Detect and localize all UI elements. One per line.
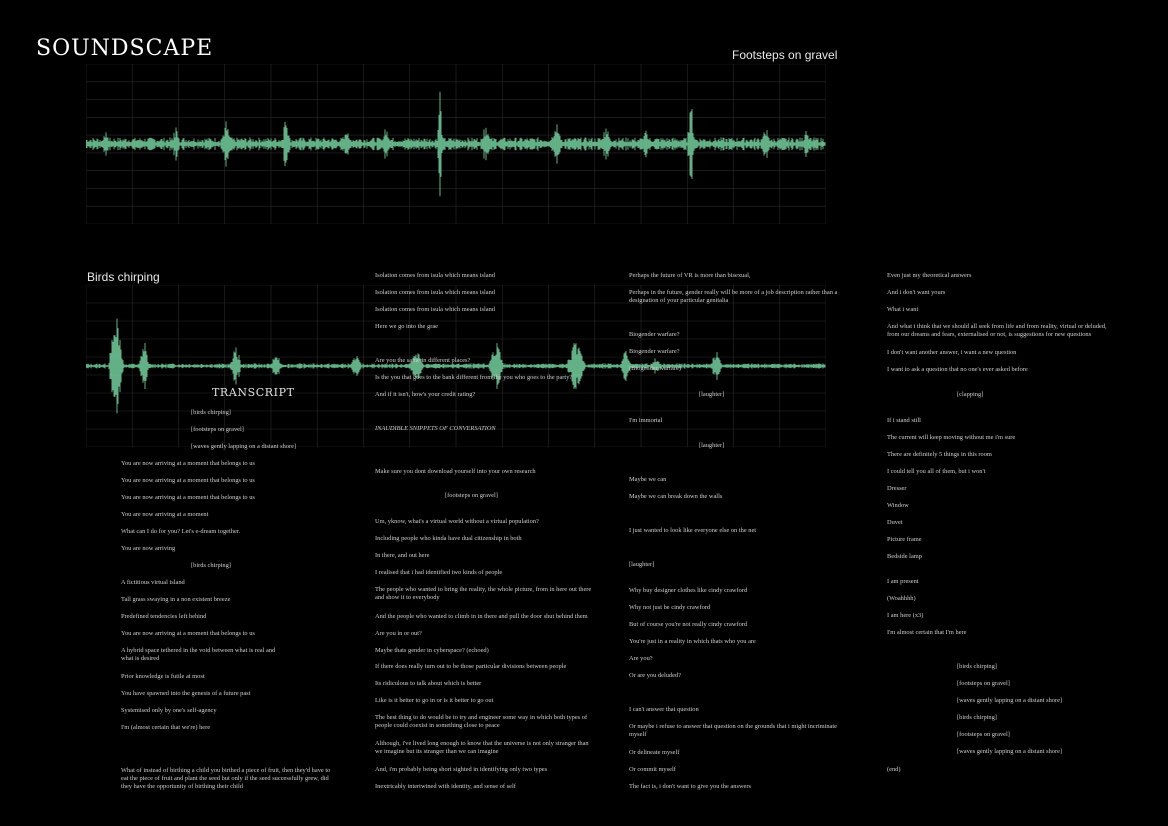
transcript-line: And if it isn't, how's your credit rating? — [375, 391, 476, 398]
transcript-line: Or maybe i refuse to answer that question on the grounds that i might incriminate myself — [629, 723, 838, 738]
transcript-line: [waves gently lapping on a distant shore] — [957, 748, 1063, 755]
transcript-line: There are definitely 5 things in this room — [887, 451, 992, 458]
waveform-label-footsteps: Footsteps on gravel — [732, 48, 838, 62]
transcript-line: What i want — [887, 306, 919, 313]
transcript-line: Are you in or out? — [375, 630, 422, 637]
transcript-line: And, i'm probably being short sighted in identifying only two types — [375, 766, 548, 773]
transcript-line: Although, i've lived long enough to know that the universe is not only stranger than we imagine but its stranger than we can imagine — [375, 740, 589, 755]
transcript-line: And the people who wanted to climb in in there and pull the door shut behind them — [375, 613, 588, 620]
transcript-line: Maybe we can break down the walls — [629, 493, 723, 500]
transcript-line: [footsteps on gravel] — [445, 492, 498, 499]
transcript-line: Perhaps the future of VR is more than bisexual, — [629, 272, 751, 279]
transcript-line: Tall grass swaying in a non existent breeze — [121, 596, 231, 603]
transcript-line: I am present — [887, 578, 919, 585]
transcript-line: And i don't want yours — [887, 289, 946, 296]
transcript-heading: TRANSCRIPT — [212, 386, 295, 399]
transcript-line: I am here (x3) — [887, 612, 924, 619]
transcript-line: Are you the same in different places? — [375, 357, 471, 364]
transcript-line: Why buy designer clothes like cindy crawford — [629, 587, 748, 594]
transcript-line: Systemised only by one's self-agency — [121, 707, 217, 714]
transcript-line: If there does really turn out to be those particular divisions between people — [375, 663, 567, 670]
transcript-line: Bedside lamp — [887, 553, 922, 560]
transcript-line: Isolation comes from isula which means island — [375, 272, 495, 279]
transcript-line: [waves gently lapping on a distant shore] — [191, 443, 297, 450]
transcript-line: (end) — [887, 766, 901, 773]
transcript-line: Or delineate myself — [629, 749, 680, 756]
transcript-line: [birds chirping] — [957, 714, 997, 721]
transcript-line: Inextricably intertwined with identity, and sense of self — [375, 783, 516, 790]
transcript-line: The people who wanted to bring the reality, the whole picture, from in here out there and show it to everybody — [375, 586, 592, 601]
transcript-line: You are now arriving — [121, 545, 176, 552]
transcript-line: Maybe thats gender in cyberspace? (echoed) — [375, 647, 489, 654]
transcript-line: Isolation comes from isula which means island — [375, 289, 495, 296]
transcript-line: Perhaps in the future, gender really will be more of a job description rather than a designation of your particular genitalia — [629, 289, 838, 304]
transcript-line: Predefined tendencies left behind — [121, 613, 207, 620]
transcript-line: Biogender warfare? — [629, 348, 680, 355]
transcript-line: Um, yknow, what's a virtual world without a virtual population? — [375, 518, 539, 525]
transcript-line: But of course you're not really cindy crawford — [629, 621, 748, 628]
transcript-line: You're just in a reality in which thats who you are — [629, 638, 756, 645]
transcript-line: Here we go into the grae — [375, 323, 438, 330]
transcript-column-4 — [887, 0, 1147, 826]
transcript-line: The current will keep moving without me i'm sure — [887, 434, 1016, 441]
transcript-line: The fact is, i don't want to give you the answers — [629, 783, 752, 790]
transcript-column-3 — [629, 0, 869, 826]
transcript-column-1 — [121, 0, 361, 826]
transcript-line: You are now arriving at a moment that belongs to us — [121, 460, 255, 467]
transcript-line: What of instead of birthing a child you birthed a piece of fruit, then they'd have to eat the piece of fruit and plant the seed but only if the seed successfully grew, did they have the opportunity of birthing their child — [121, 767, 331, 790]
transcript-line: I don't want another answer, i want a new question — [887, 349, 1017, 356]
transcript-line: A hybrid space tethered in the void between what is real and what is desired — [121, 647, 276, 662]
transcript-line: And what i think that we should all seek from life and from reality, virtual or deluded, from our dreams and fears, externalised or not, is suggestions for new questions — [887, 323, 1107, 338]
transcript-line: A fictitious virtual island — [121, 579, 185, 586]
transcript-line: Picture frame — [887, 536, 922, 543]
transcript-line: I'm immortal — [629, 417, 663, 424]
transcript-line: [footsteps on gravel] — [957, 731, 1010, 738]
transcript-line: (Biogender warfare) — [629, 365, 681, 372]
transcript-line: [laughter] — [629, 561, 655, 568]
transcript-line: [birds chirping] — [191, 409, 231, 416]
transcript-line: You are now arriving at a moment — [121, 511, 209, 518]
transcript-line: [laughter] — [699, 391, 725, 398]
transcript-line: I want to ask a question that no one's ever asked before — [887, 366, 1028, 373]
transcript-line: I could tell you all of them, but i won't — [887, 468, 986, 475]
transcript-line: You are now arriving at a moment that belongs to us — [121, 477, 255, 484]
transcript-line: [laughter] — [699, 442, 725, 449]
transcript-line: You are now arriving at a moment that belongs to us — [121, 494, 255, 501]
transcript-line: Are you? — [629, 655, 653, 662]
transcript-line: [birds chirping] — [191, 562, 231, 569]
transcript-line: Window — [887, 502, 909, 509]
transcript-line: I'm (almost certain that we're) here — [121, 724, 211, 731]
transcript-column-2 — [375, 0, 620, 826]
transcript-line: Dresser — [887, 485, 907, 492]
transcript-line: I can't answer that question — [629, 706, 699, 713]
transcript-line: Prior knowledge is futile at most — [121, 673, 205, 680]
transcript-line: Duvet — [887, 519, 903, 526]
transcript-line: Its ridiculous to talk about which is better — [375, 680, 482, 687]
transcript-line: [waves gently lapping on a distant shore] — [957, 697, 1063, 704]
transcript-line: Like is it better to go in or is it better to go out — [375, 697, 494, 704]
transcript-line: [footsteps on gravel] — [957, 680, 1010, 687]
transcript-line: What can I do for you? Let's e-dream together. — [121, 528, 241, 535]
page-title: SOUNDSCAPE — [36, 36, 214, 61]
transcript-line: If i stand still — [887, 417, 921, 424]
transcript-line: [clapping] — [957, 391, 984, 398]
transcript-line: I'm almost certain that I'm here — [887, 629, 967, 636]
transcript-line: Biogender warfare? — [629, 331, 680, 338]
transcript-line: The best thing to do would be to try and engineer some way in which both types of people could coexist in something close to peace — [375, 714, 588, 729]
transcript-line: Why not just be cindy crawford — [629, 604, 711, 611]
transcript-line: (Woahhhh) — [887, 595, 916, 602]
transcript-line: I just wanted to look like everyone else on the net — [629, 527, 757, 534]
transcript-line: Even just my theoretical answers — [887, 272, 972, 279]
transcript-line: [footsteps on gravel] — [191, 426, 244, 433]
waveform-label-birds: Birds chirping — [87, 270, 160, 284]
transcript-line: Isolation comes from isula which means island — [375, 306, 495, 313]
transcript-line: Is the you that goes to the bank different from the you who goes to the party? — [375, 374, 573, 381]
transcript-line: Or commit myself — [629, 766, 676, 773]
transcript-line: Make sure you dont download yourself into your own research — [375, 468, 536, 475]
transcript-line: INAUDIBLE SNIPPETS OF CONVERSATION — [375, 425, 496, 432]
transcript-line: Including people who kinda have dual citizenship in both — [375, 535, 522, 542]
transcript-line: You are now arriving at a moment that belongs to us — [121, 630, 255, 637]
transcript-line: Maybe we can — [629, 476, 667, 483]
transcript-line: I realised that i had identified two kinds of people — [375, 569, 503, 576]
transcript-line: In there, and out here — [375, 552, 430, 559]
transcript-line: Or are you deluded? — [629, 672, 681, 679]
transcript-line: [birds chirping] — [957, 663, 997, 670]
transcript-line: You have spawned into the genesis of a future past — [121, 690, 251, 697]
